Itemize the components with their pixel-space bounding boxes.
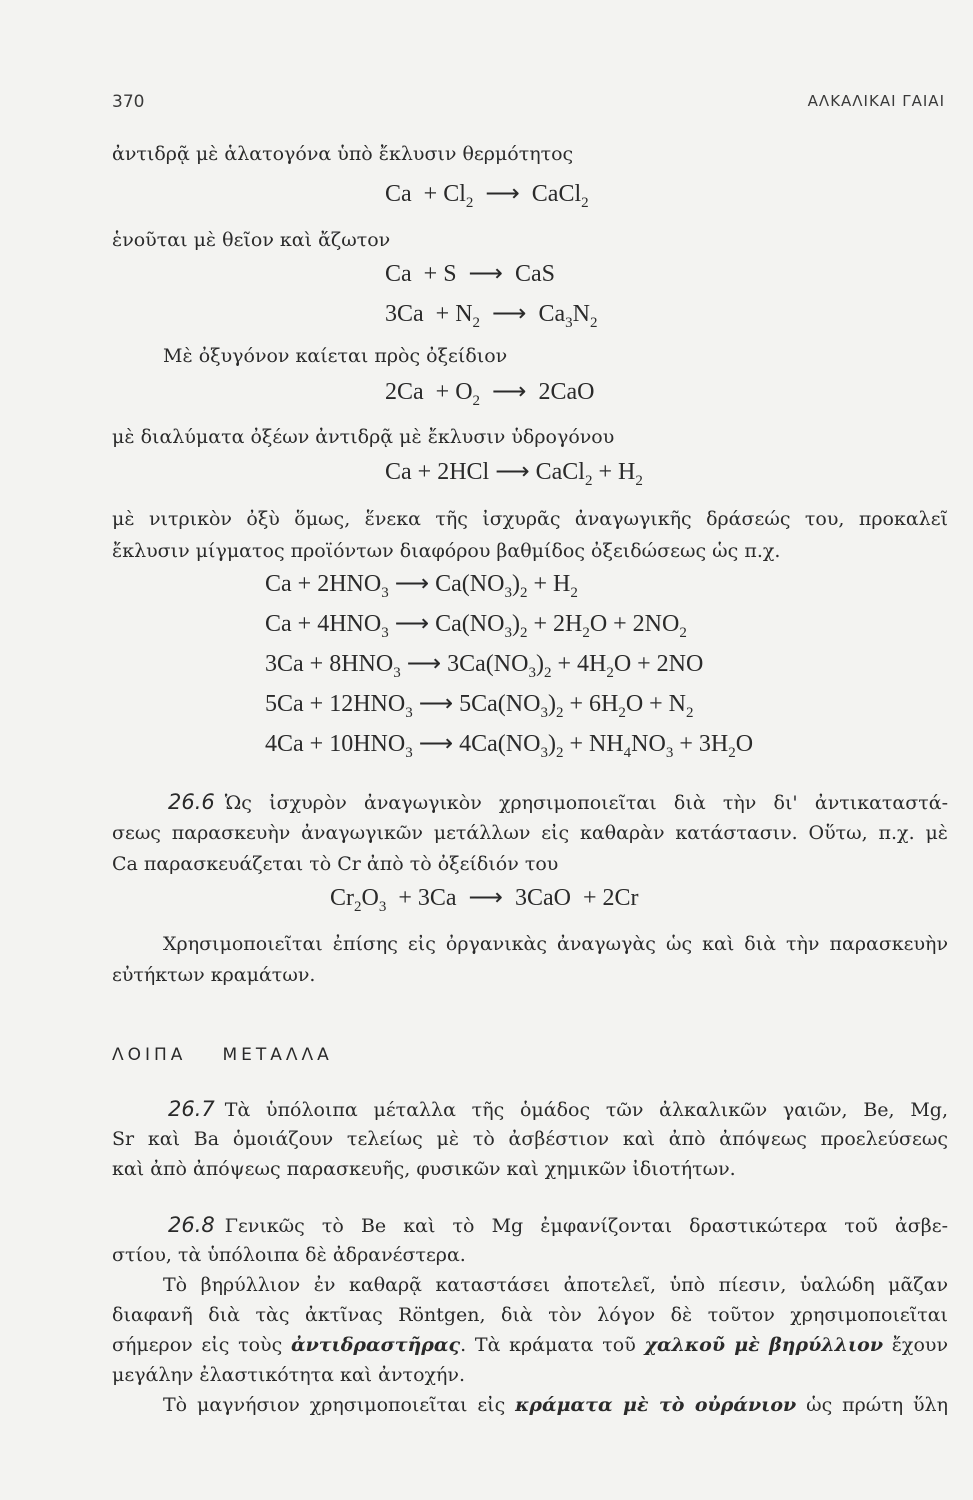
beryllium-line3: σήμερον εἰς τοὺς ἀντιδραστῆρας. Τὰ κράματα τοῦ χαλκοῦ μὲ βηρύλλιον ἔχουν	[112, 1334, 948, 1356]
equation-hno3-3: $3Ca + 8HNO_3$ ⟶ $3Ca(NO_3)_2 + 4H_2O + 2NO$	[265, 651, 704, 681]
section-number: 26.7	[168, 1097, 215, 1121]
beryllium-line2: διαφανῆ διὰ τὰς ἀκτῖνας Röntgen, διὰ τὸν λόγον δὲ τοῦτον χρησιμοποιεῖται	[112, 1304, 948, 1326]
beryllium-line4: μεγάλην ἐλαστικότητα καὶ ἀντοχήν.	[112, 1364, 465, 1386]
equation-hno3-4: $5Ca + 12HNO_3$ ⟶ $5Ca(NO_3)_2 + 6H_2O + N_2$	[265, 691, 694, 721]
page-number: 370	[112, 92, 145, 112]
sec-26-7-line2: Sr καὶ Ba ὁμοιάζουν τελείως μὲ τὸ ἀσβέστιον καὶ ἀπὸ ἀπόψεως προελεύσεως	[112, 1128, 948, 1150]
section-number: 26.6	[168, 790, 215, 814]
equation-hno3-1: $Ca + 2HNO_3$ ⟶ $Ca(NO_3)_2 + H_2$	[265, 571, 578, 601]
line-acids: μὲ διαλύματα ὀξέων ἀντιδρᾷ μὲ ἔκλυσιν ὑδρογόνου	[112, 426, 615, 448]
term-reactors: ἀντιδραστῆρας	[290, 1334, 461, 1356]
equation-ca-n2: $3Ca + N_2$ ⟶ $Ca_3N_2$	[385, 301, 598, 331]
equation-hno3-5: $4Ca + 10HNO_3$ ⟶ $4Ca(NO_3)_2 + NH_4NO_3 + 3H_2O$	[265, 731, 754, 761]
equation-ca-cl2: $Ca + Cl_2$ ⟶ CaCl$_2$	[385, 181, 589, 211]
section-number: 26.8	[168, 1213, 215, 1237]
equation-cr2o3: $Cr_2O_3 + 3Ca$ ⟶ 3CaO + 2Cr	[330, 885, 639, 915]
sec-26-8-line1: 26.8 Γενικῶς τὸ Be καὶ τὸ Mg ἐμφανίζονται δραστικώτερα τοῦ ἀσβε-	[168, 1213, 948, 1237]
intro-line: ἀντιδρᾷ μὲ ἁλατογόνα ὑπὸ ἔκλυσιν θερμότητος	[112, 143, 574, 165]
line-sulfur: ἑνοῦται μὲ θεῖον καὶ ἄζωτον	[112, 229, 391, 251]
equation-ca-s: Ca + S ⟶ CaS	[385, 261, 555, 287]
term-copper-beryllium: χαλκοῦ μὲ βηρύλλιον	[644, 1334, 884, 1356]
magnesium-line: Τὸ μαγνήσιον χρησιμοποιεῖται εἰς κράματα μὲ τὸ οὐράνιον ὡς πρώτη ὕλη	[163, 1394, 948, 1416]
equation-hno3-2: $Ca + 4HNO_3$ ⟶ $Ca(NO_3)_2 + 2H_2O + 2NO_2$	[265, 611, 687, 641]
beryllium-line1: Τὸ βηρύλλιον ἐν καθαρᾷ καταστάσει ἀποτελεῖ, ὑπὸ πίεσιν, ὑαλώδη μᾶζαν	[163, 1274, 948, 1296]
sec-26-6-line2: σεως παρασκευὴν ἀναγωγικῶν μετάλλων εἰς καθαρὰν κατάστασιν. Οὕτω, π.χ. μὲ	[112, 822, 948, 844]
para-nitric-line1: μὲ νιτρικὸν ὀξὺ ὅμως, ἕνεκα τῆς ἰσχυρᾶς ἀναγωγικῆς δράσεώς του, προκαλεῖ	[112, 508, 948, 530]
term-uranium-alloys: κράματα μὲ τὸ οὐράνιον	[515, 1394, 797, 1416]
sec-26-6-line1: 26.6 Ὡς ἰσχυρὸν ἀναγωγικὸν χρησιμοποιεῖται διὰ τὴν δι' ἀντικαταστά-	[168, 790, 948, 814]
line-oxygen: Μὲ ὀξυγόνον καίεται πρὸς ὀξείδιον	[163, 345, 508, 367]
sec-26-6-after2: εὐτήκτων κραμάτων.	[112, 964, 316, 986]
section-heading: ΛΟΙΠΑ ΜΕΤΑΛΛΑ	[112, 1045, 333, 1065]
sec-26-6-after1: Χρησιμοποιεῖται ἐπίσης εἰς ὀργανικὰς ἀναγωγὰς ὡς καὶ διὰ τὴν παρασκευὴν	[163, 933, 948, 955]
sec-26-8-line2: στίου, τὰ ὑπόλοιπα δὲ ἀδρανέστερα.	[112, 1244, 466, 1266]
equation-ca-o2: $2Ca + O_2$ ⟶ 2CaO	[385, 379, 595, 409]
running-header: ΑΛΚΑΛΙΚΑΙ ΓΑΙΑΙ	[807, 92, 945, 110]
sec-26-7-line1: 26.7 Τὰ ὑπόλοιπα μέταλλα τῆς ὁμάδος τῶν ἀλκαλικῶν γαιῶν, Be, Mg,	[168, 1097, 948, 1121]
para-nitric-line2: ἔκλυσιν μίγματος προϊόντων διαφόρου βαθμίδος ὀξειδώσεως ὡς π.χ.	[112, 540, 781, 562]
sec-26-7-line3: καὶ ἀπὸ ἀπόψεως παρασκευῆς, φυσικῶν καὶ χημικῶν ἰδιοτήτων.	[112, 1158, 736, 1180]
equation-ca-hcl: Ca + 2HCl ⟶ CaCl$_2$ + $H_2$	[385, 459, 643, 489]
sec-26-6-line3: Ca παρασκευάζεται τὸ Cr ἀπὸ τὸ ὀξείδιόν του	[112, 853, 559, 875]
